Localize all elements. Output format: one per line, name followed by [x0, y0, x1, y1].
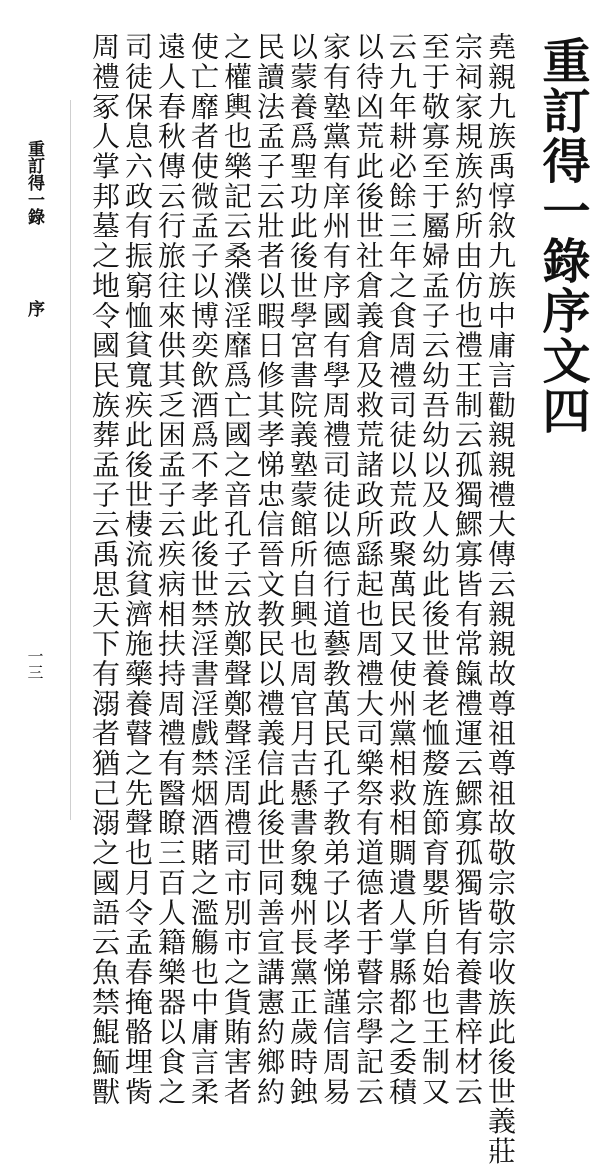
text-column-2: 宗祠家規族約所由仿也禮王制云孤獨鰥寡皆有常餼禮運云鰥寡孤獨皆有養書梓材云	[451, 32, 484, 1107]
text-column-5: 以待凶荒此後世社倉義倉及救荒諸政所繇起也周禮大司樂祭有道德者于瞽宗學記云	[352, 32, 385, 1107]
text-column-8: 民讀法孟子云壯者以暇日修其孝悌忠信晉文教民以禮義信此後世同善宣講憲約鄉約	[253, 32, 286, 1107]
text-column-13: 周禮冢人掌邦墓之地令國民族葬孟子云禹思天下有溺者猶己溺之國語云魚禁鯤鮞獸	[88, 32, 121, 1107]
running-title: 重訂得一錄	[24, 140, 44, 225]
text-column-4: 云九年耕必餘三年之食周禮司徒以荒政聚萬民又使州黨相救相賙遺人掌縣都之委積	[385, 32, 418, 1107]
text-column-1: 堯親九族禹惇敘九族中庸言勸親親禮大傳云親親故尊祖尊祖故敬宗敬宗收族此後世義莊	[484, 32, 517, 1166]
text-column-10: 使亡靡者使微孟子以博奕飲酒爲不孝此後世禁淫書淫戲禁烟酒賭之濫觴也中庸言柔	[187, 32, 220, 1107]
text-column-9: 之權輿也樂記云桑濮淫靡爲亡國之音孔子云放鄭聲鄭聲淫周禮司市別市之貨賄害者	[220, 32, 253, 1107]
page-title: 重訂得一錄序文四	[534, 36, 590, 436]
text-column-12: 司徒保息六政有振窮恤貧寬疾此後世棲流貧濟施藥養瞽之先聲也月令孟春掩骼埋胔	[121, 32, 154, 1107]
text-column-7: 以蒙養爲聖功此後世學宮書院義塾蒙館所自興也周官月吉懸書象魏州長黨正歲時鉵	[286, 32, 319, 1107]
column-divider	[70, 100, 71, 820]
page-number: 一三	[25, 648, 44, 680]
text-column-11: 遠人春秋傳云行旅往來供其乏困孟子云疾病相扶持周禮有醫瞭三百人籍樂器以食之	[154, 32, 187, 1107]
text-column-6: 家有塾黨有庠州有序國有學周禮司徒以德行道藝教萬民孔子教弟子以孝悌謹信周易	[319, 32, 352, 1107]
text-column-3: 至于敬寡至于屬婦孟子云幼吾幼以及人幼此後世養老恤嫠旌節育嬰所自始也王制又	[418, 32, 451, 1107]
running-section: 序	[24, 300, 44, 317]
